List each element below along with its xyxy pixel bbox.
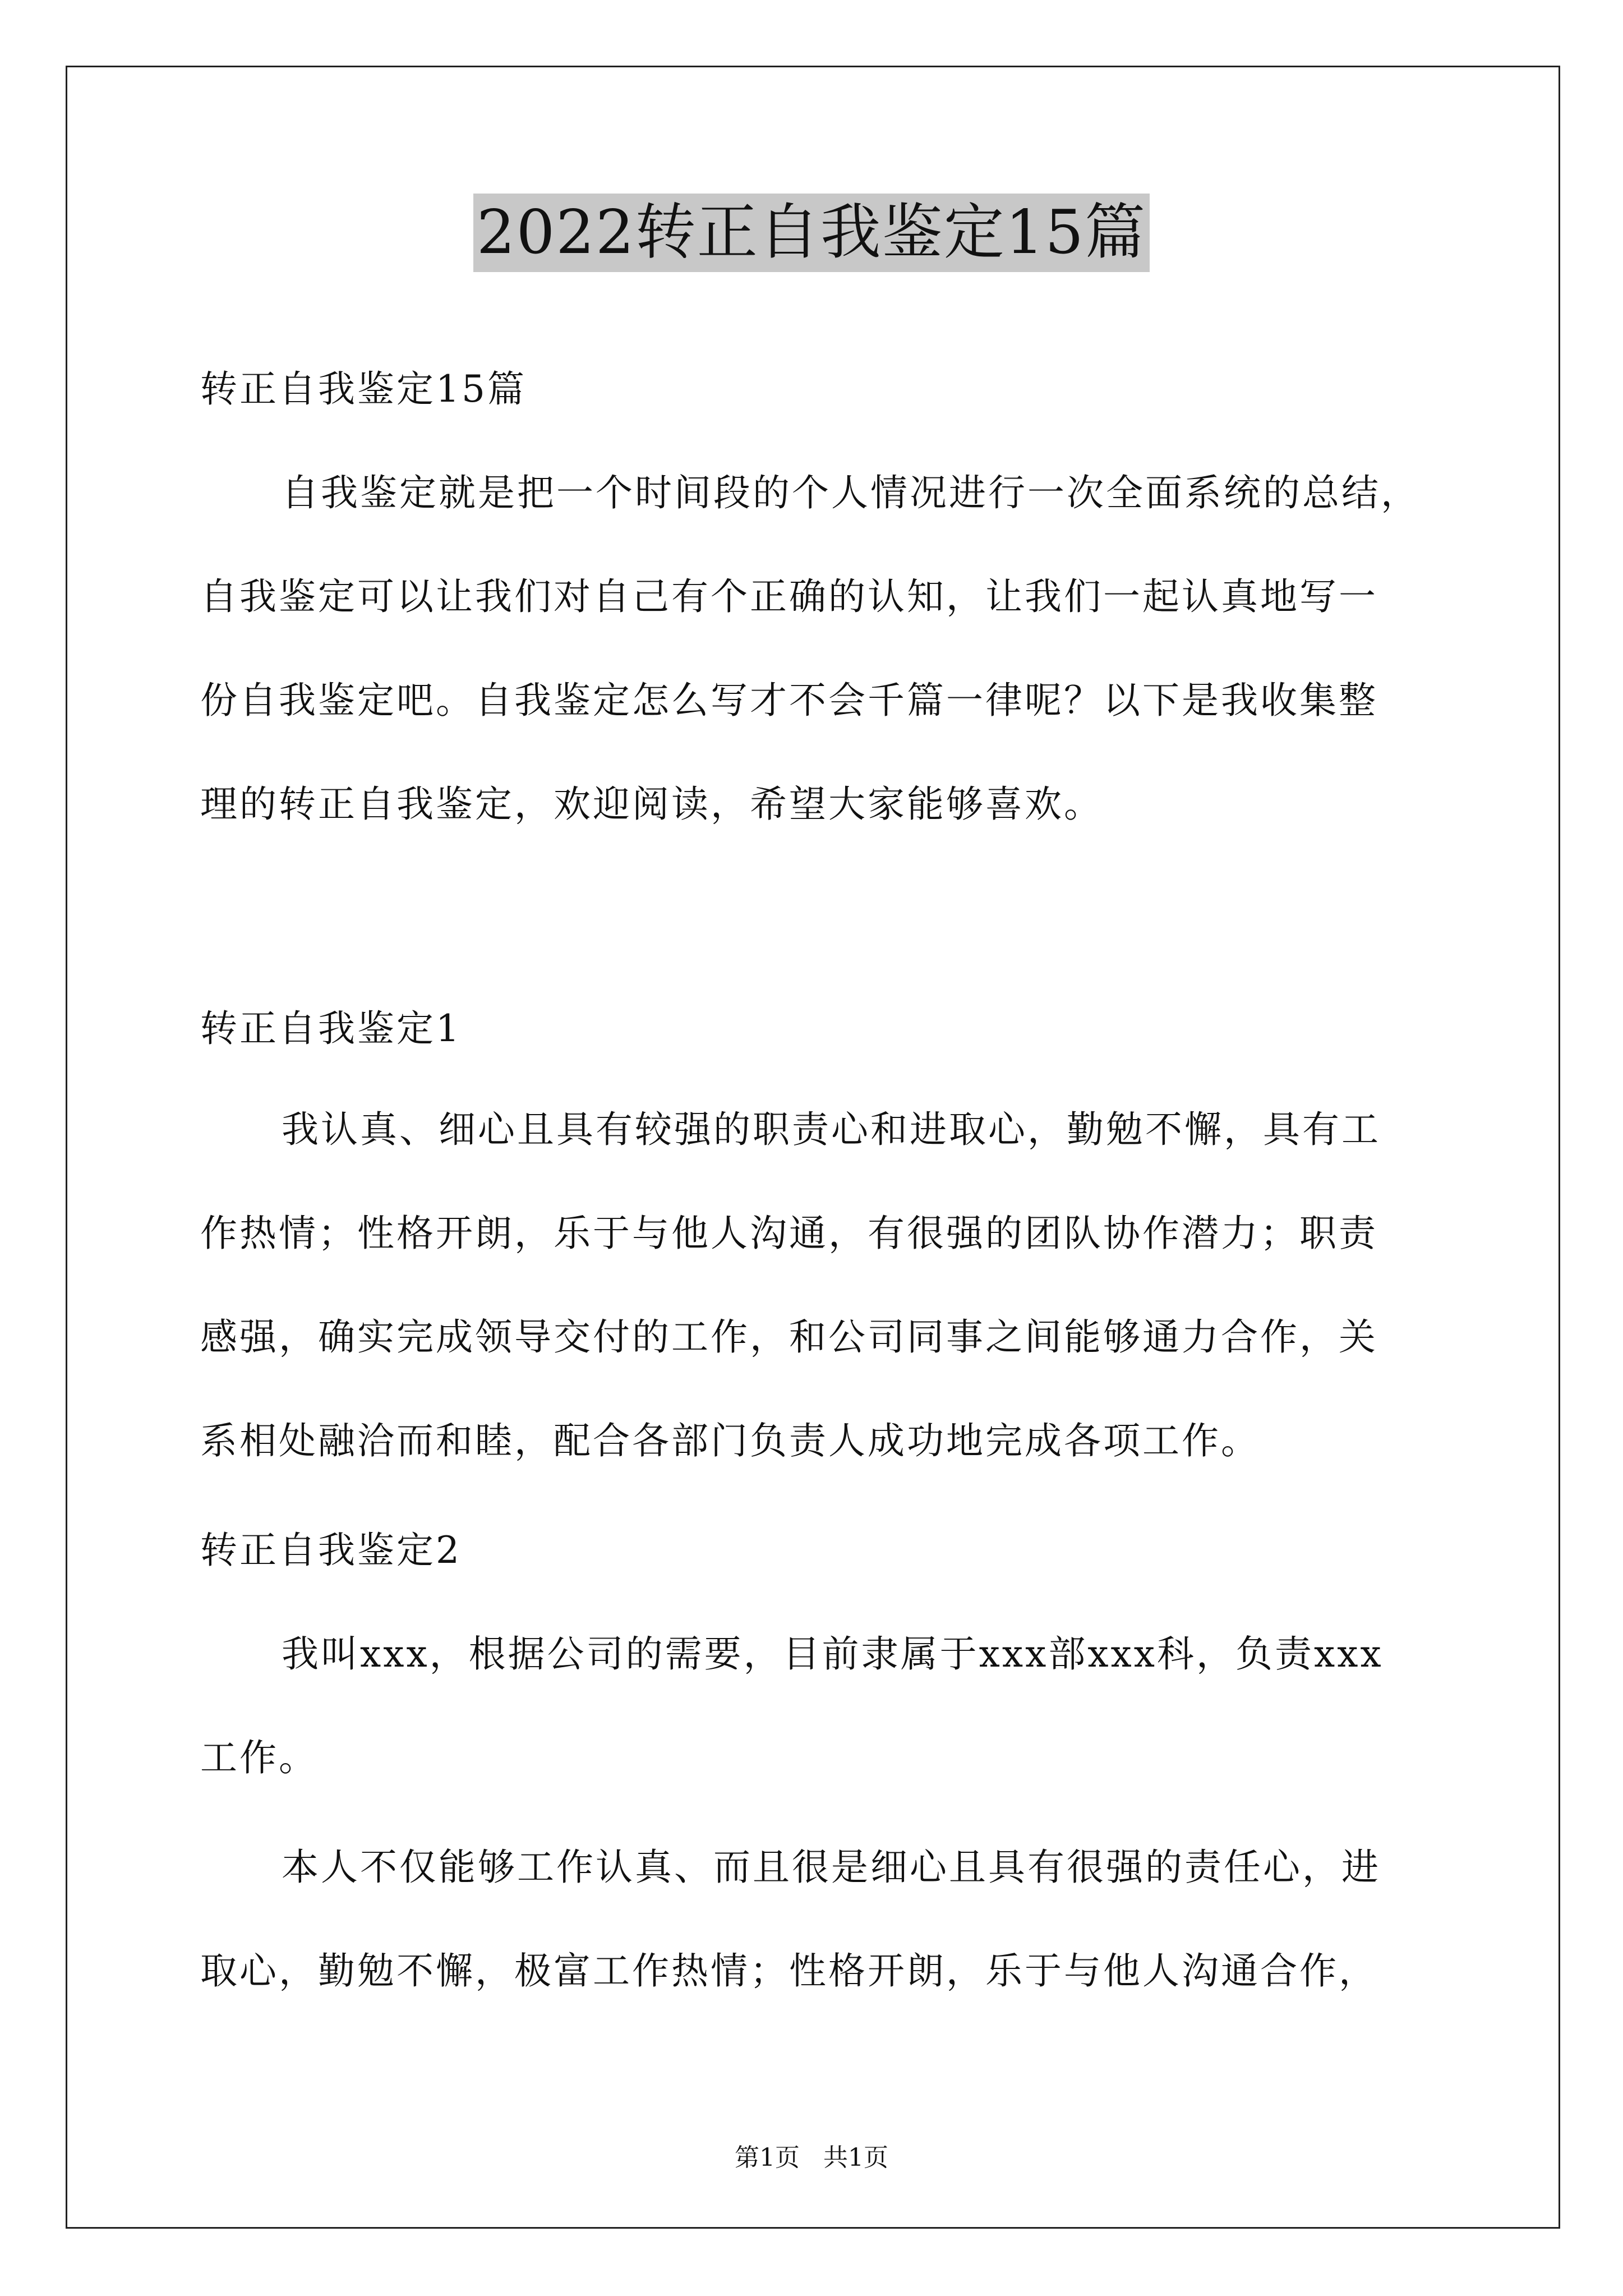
page-footer: 第1页 共1页 <box>735 2143 888 2172</box>
title-container <box>0 194 1623 272</box>
document-title: 2022转正自我鉴定15篇 <box>473 194 1150 272</box>
